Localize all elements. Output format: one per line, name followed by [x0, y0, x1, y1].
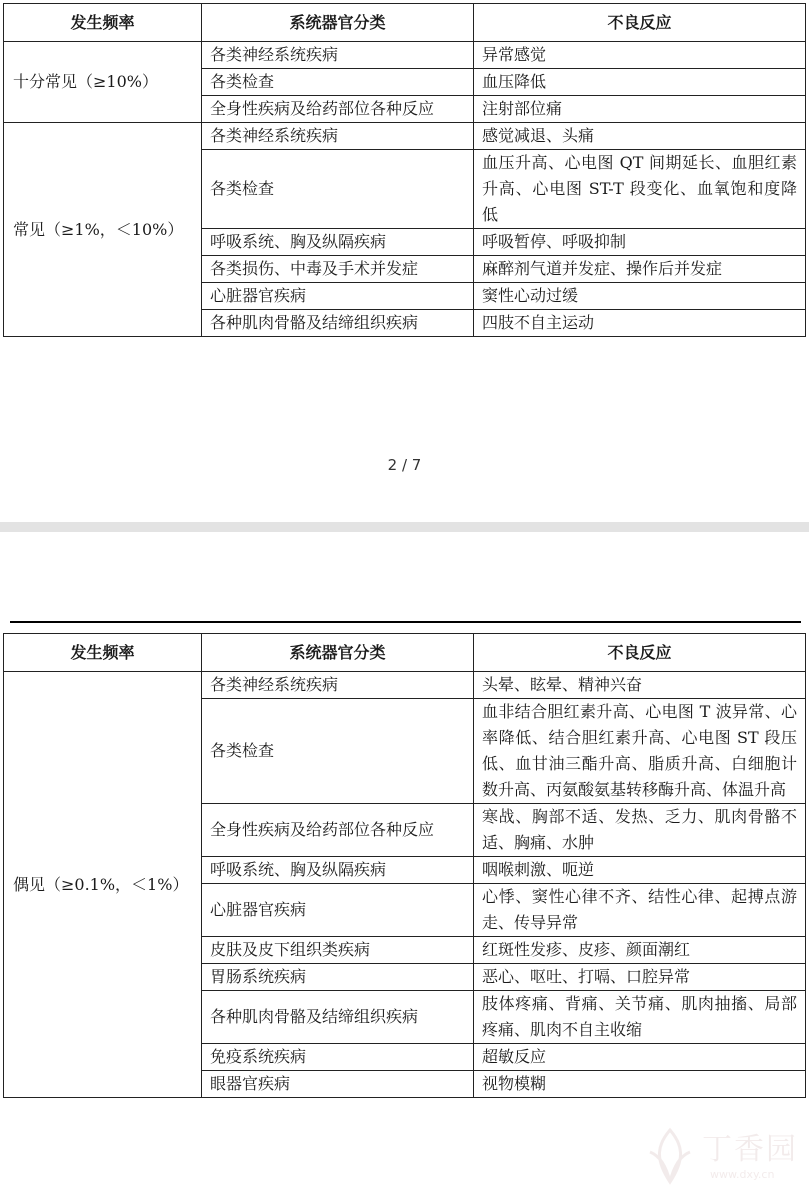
adverse-reaction-cell: 超敏反应	[474, 1044, 806, 1071]
adverse-reaction-cell: 寒战、胸部不适、发热、乏力、肌肉骨骼不适、胸痛、水肿	[474, 804, 806, 857]
system-organ-class-cell: 全身性疾病及给药部位各种反应	[202, 804, 474, 857]
system-organ-class-cell: 免疫系统疾病	[202, 1044, 474, 1071]
table-header-row	[4, 4, 806, 42]
header-rule	[10, 621, 801, 623]
adverse-reaction-cell: 感觉减退、头痛	[474, 123, 806, 150]
system-organ-class-cell: 各类检查	[202, 69, 474, 96]
system-organ-class-cell: 心脏器官疾病	[202, 884, 474, 937]
watermark-url: www.dxy.cn	[710, 1168, 775, 1181]
page-separator	[0, 522, 809, 532]
adverse-reaction-cell: 心悸、窦性心律不齐、结性心律、起搏点游走、传导异常	[474, 884, 806, 937]
adverse-reactions-table-top	[3, 3, 806, 337]
adverse-reaction-cell: 呼吸暂停、呼吸抑制	[474, 229, 806, 256]
system-organ-class-cell: 心脏器官疾病	[202, 283, 474, 310]
system-organ-class-cell: 各类神经系统疾病	[202, 123, 474, 150]
adverse-reaction-cell: 血压升高、心电图 QT 间期延长、血胆红素升高、心电图 ST-T 段变化、血氧饱和度降低	[474, 150, 806, 229]
table-row	[4, 123, 806, 150]
table-row	[4, 42, 806, 69]
adverse-reaction-cell: 麻醉剂气道并发症、操作后并发症	[474, 256, 806, 283]
adverse-reaction-cell: 头晕、眩晕、精神兴奋	[474, 672, 806, 699]
document-page-3	[0, 532, 809, 1201]
adverse-reactions-table-bottom	[3, 633, 806, 1098]
system-organ-class-cell: 各类损伤、中毒及手术并发症	[202, 256, 474, 283]
adverse-reaction-cell: 恶心、呕吐、打嗝、口腔异常	[474, 964, 806, 991]
adverse-reaction-cell: 血压降低	[474, 69, 806, 96]
table-body-top	[4, 42, 806, 337]
adverse-reaction-cell: 血非结合胆红素升高、心电图 T 波异常、心率降低、结合胆红素升高、心电图 ST 段压低、血甘油三酯升高、脂质升高、白细胞计数升高、丙氨酸氨基转移酶升高、体温升高	[474, 699, 806, 804]
system-organ-class-cell: 各类神经系统疾病	[202, 672, 474, 699]
header-adverse-reaction: 不良反应	[474, 4, 806, 42]
system-organ-class-cell: 各类检查	[202, 699, 474, 804]
adverse-reaction-cell: 注射部位痛	[474, 96, 806, 123]
adverse-reaction-cell: 视物模糊	[474, 1071, 806, 1098]
adverse-reaction-cell: 四肢不自主运动	[474, 310, 806, 337]
header-frequency: 发生频率	[4, 634, 202, 672]
adverse-reaction-cell: 肢体疼痛、背痛、关节痛、肌肉抽搐、局部疼痛、肌肉不自主收缩	[474, 991, 806, 1044]
header-adverse-reaction: 不良反应	[474, 634, 806, 672]
page-number: 2 / 7	[387, 456, 422, 474]
system-organ-class-cell: 呼吸系统、胸及纵隔疾病	[202, 857, 474, 884]
system-organ-class-cell: 各类检查	[202, 150, 474, 229]
system-organ-class-cell: 各类神经系统疾病	[202, 42, 474, 69]
header-system-organ-class: 系统器官分类	[202, 634, 474, 672]
frequency-cell: 常见（≥1%，＜10%）	[4, 123, 202, 337]
system-organ-class-cell: 全身性疾病及给药部位各种反应	[202, 96, 474, 123]
system-organ-class-cell: 胃肠系统疾病	[202, 964, 474, 991]
table-header-row	[4, 634, 806, 672]
system-organ-class-cell: 各种肌肉骨骼及结缔组织疾病	[202, 310, 474, 337]
adverse-reaction-cell: 咽喉刺激、呃逆	[474, 857, 806, 884]
adverse-reaction-cell: 异常感觉	[474, 42, 806, 69]
adverse-reaction-cell: 红斑性发疹、皮疹、颜面潮红	[474, 937, 806, 964]
system-organ-class-cell: 各种肌肉骨骼及结缔组织疾病	[202, 991, 474, 1044]
system-organ-class-cell: 皮肤及皮下组织类疾病	[202, 937, 474, 964]
document-page-2	[0, 0, 809, 522]
adverse-reaction-cell: 窦性心动过缓	[474, 283, 806, 310]
system-organ-class-cell: 呼吸系统、胸及纵隔疾病	[202, 229, 474, 256]
frequency-cell: 十分常见（≥10%）	[4, 42, 202, 123]
system-organ-class-cell: 眼器官疾病	[202, 1071, 474, 1098]
table-row	[4, 672, 806, 699]
header-frequency: 发生频率	[4, 4, 202, 42]
frequency-cell: 偶见（≥0.1%，＜1%）	[4, 672, 202, 1098]
table-body-bottom	[4, 672, 806, 1098]
header-system-organ-class: 系统器官分类	[202, 4, 474, 42]
watermark-text: 丁香园	[702, 1132, 798, 1167]
